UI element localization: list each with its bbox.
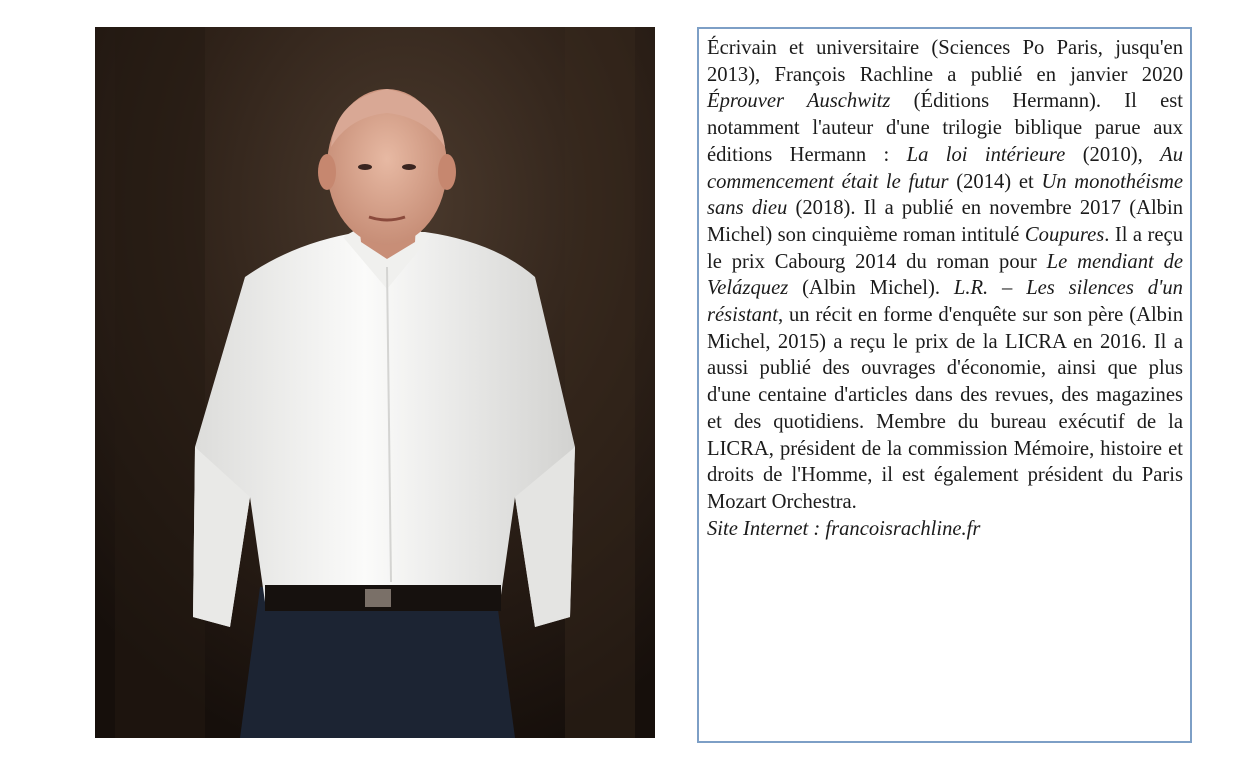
author-bio-paragraph [707, 35, 1183, 516]
bio-text: , un récit en forme d'enquête sur son père (Albin Michel, 2015) a reçu le prix de la LICRA en 2016. Il a aussi publié des ouvrages d'économie, ainsi que plus d'une centaine d'articles dans des revues, des magazines et des quotidiens. Membre du bureau exécutif de la LICRA, président de la commission Mémoire, histoire et droits de l'Homme, il est également président du Paris Mozart Orchestra. [707, 304, 1183, 513]
bio-text: . Il a reçu le prix Cabourg 2014 du roman pour [707, 223, 1183, 273]
bio-text: Écrivain et universitaire (Sciences Po Paris, jusqu'en 2013), François Rachline a publié en janvier 2020 [707, 37, 1183, 86]
book-title: La loi intérieure [906, 143, 1066, 166]
book-title: L.R. – Les silences d'un résistant [707, 277, 1183, 327]
book-title: Un monothéisme sans dieu [707, 170, 1183, 220]
author-portrait-photo [95, 27, 655, 738]
book-title: Au commencement était le futur [707, 143, 1183, 193]
author-bio-box [697, 27, 1192, 743]
bio-text: (2018). Il a publié en novembre 2017 (Albin Michel) son cinquième roman intitulé [707, 197, 1183, 246]
book-title: Coupures [1024, 223, 1105, 246]
book-title: Éprouver Auschwitz [707, 90, 891, 113]
bio-text: (2010), [1065, 143, 1161, 166]
author-portrait-illustration [95, 27, 655, 738]
bio-text: (Éditions Hermann). Il est notamment l'auteur d'une trilogie biblique parue aux éditions Hermann : [707, 90, 1183, 166]
bio-text: (2014) et [948, 170, 1042, 193]
book-title: Le mendiant de Velázquez [707, 250, 1184, 300]
website-line: Site Internet : francoisrachline.fr [707, 517, 981, 540]
bio-text: (Albin Michel). [788, 277, 954, 300]
